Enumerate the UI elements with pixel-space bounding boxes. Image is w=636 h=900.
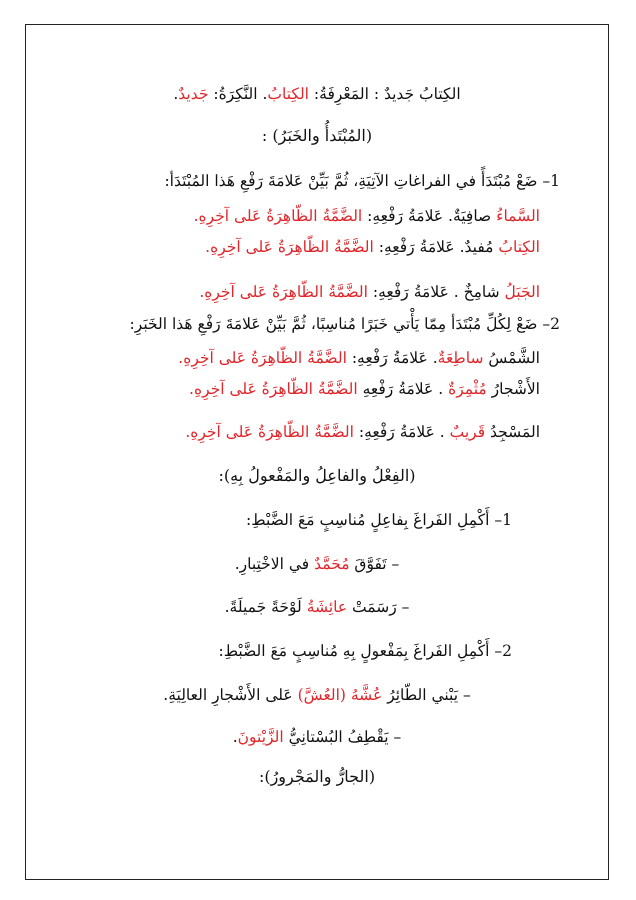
exercise-3-instruction — [26, 509, 608, 531]
text: . النَّكِرَةُ: — [208, 85, 268, 103]
text: . — [173, 85, 179, 103]
section-title: (الجارُّ والمَجْرورُ): — [258, 767, 376, 786]
exercise-1-item-2 — [26, 236, 608, 258]
section-title-preposition — [26, 766, 608, 788]
exercise-4-item-1 — [26, 684, 608, 706]
text: . عَلامَةُ رَفْعِهِ: — [346, 349, 438, 367]
definition-line — [26, 83, 608, 105]
text: . — [232, 728, 238, 746]
answer: السَّماءُ — [496, 207, 540, 225]
text: الكِتابُ جَديدٌ : المَعْرِفَةُ: — [309, 85, 461, 103]
answer: الضَّمَّةُ الظّاهِرَةُ عَلى آخِرِهِ. — [193, 207, 363, 225]
exercise-1-instruction — [26, 170, 608, 192]
text: – تَفَوَّقَ — [349, 555, 400, 573]
text: الشَّمْسُ — [483, 349, 540, 367]
answer: قَريبٌ — [449, 423, 486, 441]
text: . عَلامَةُ رَفْعِهِ: — [353, 423, 450, 441]
answer: الكِتابُ — [267, 85, 309, 103]
text: – يَبْني الطّائِرُ — [382, 686, 471, 704]
section-title: (الفِعْلُ والفاعِلُ والمَفْعولُ بِهِ): — [218, 466, 416, 485]
exercise-4-item-2 — [26, 726, 608, 748]
answer: الجَبَلُ — [504, 283, 540, 301]
section-title-verb-subject-object — [26, 465, 608, 487]
text: عَلى الأَشْجارِ العالِيَةِ. — [163, 686, 298, 704]
exercise-2-item-2 — [26, 378, 608, 400]
section-title: (المُبْتَدأُ والخَبَرُ) : — [261, 126, 373, 145]
instruction-text: 2– ضَعْ لِكُلِّ مُبْتَدَأ مِمّا يَأْتي خَبَرًا مُناسِبًا، ثُمَّ بَيِّنْ عَلامَةَ رَفْعِ هَذا الخَبَرِ: — [129, 315, 560, 333]
instruction-text: 1– ضَعْ مُبْتَدَأً في الفراغاتِ الآتِيَةِ، ثُمَّ بَيِّنْ عَلامَةَ رَفْعِ هَذا المُبْتَدَأ: — [164, 172, 560, 190]
exercise-1-item-3 — [26, 281, 608, 303]
text: – رَسَمَتْ — [347, 598, 410, 616]
answer: عُشَّهُ (العُشَّ) — [297, 686, 383, 704]
text: شامِخٌ . عَلامَةُ رَفْعِهِ: — [367, 283, 505, 301]
answer: مُحَمَّدٌ — [314, 555, 350, 573]
answer: ساطِعَةٌ — [437, 349, 484, 367]
answer: الضَّمَّةُ الظّاهِرَةُ عَلى آخِرِهِ. — [178, 349, 347, 367]
text: . عَلامَةُ رَفْعِهِ — [357, 380, 449, 398]
exercise-1-item-1 — [26, 205, 608, 227]
text: صافِيَةٌ. عَلامَةُ رَفْعِهِ: — [362, 207, 497, 225]
answer: الضَّمَّةُ الظّاهِرَةُ عَلى آخِرِهِ. — [205, 238, 374, 256]
section-title-mubtada-khabar — [26, 125, 608, 147]
instruction-text: 2– أَكْمِلِ الفَراغَ بِمَفْعولٍ بِهِ مُناسِبٍ مَعَ الضَّبْطِ: — [218, 642, 512, 660]
answer: الضَّمَّةُ الظّاهِرَةُ عَلى آخِرِهِ. — [199, 283, 368, 301]
exercise-3-item-1 — [26, 553, 608, 575]
answer: الكِتابُ — [498, 238, 540, 256]
answer: عائِشَةُ — [306, 598, 348, 616]
text: في الاخْتِبارِ. — [234, 555, 315, 573]
answer: الضَّمَّةُ الظّاهِرَةُ عَلى آخِرِهِ. — [185, 423, 354, 441]
exercise-2-item-1 — [26, 347, 608, 369]
exercise-2-instruction — [26, 313, 608, 335]
exercise-3-item-2 — [26, 596, 608, 618]
exercise-2-item-3 — [26, 421, 608, 443]
text: – يَقْطِفُ البُسْتانِيُّ — [283, 728, 402, 746]
answer: مُثْمِرَةٌ — [448, 380, 487, 398]
text: مُفيدٌ. عَلامَةُ رَفْعِهِ: — [373, 238, 499, 256]
text: المَسْجِدُ — [485, 423, 540, 441]
text: لَوْحَةً جَميلَةً. — [224, 598, 307, 616]
answer: جَديدٌ — [178, 85, 209, 103]
answer: الزَّيْتونَ — [237, 728, 284, 746]
page-frame — [25, 24, 609, 880]
text: الأَشْجارُ — [486, 380, 540, 398]
instruction-text: 1– أَكْمِلِ الفَراغَ بِفاعِلٍ مُناسِبٍ مَعَ الضَّبْطِ: — [246, 511, 512, 529]
exercise-4-instruction — [26, 640, 608, 662]
answer: الضَّمَّةُ الظّاهِرَةُ عَلى آخِرِهِ. — [189, 380, 358, 398]
